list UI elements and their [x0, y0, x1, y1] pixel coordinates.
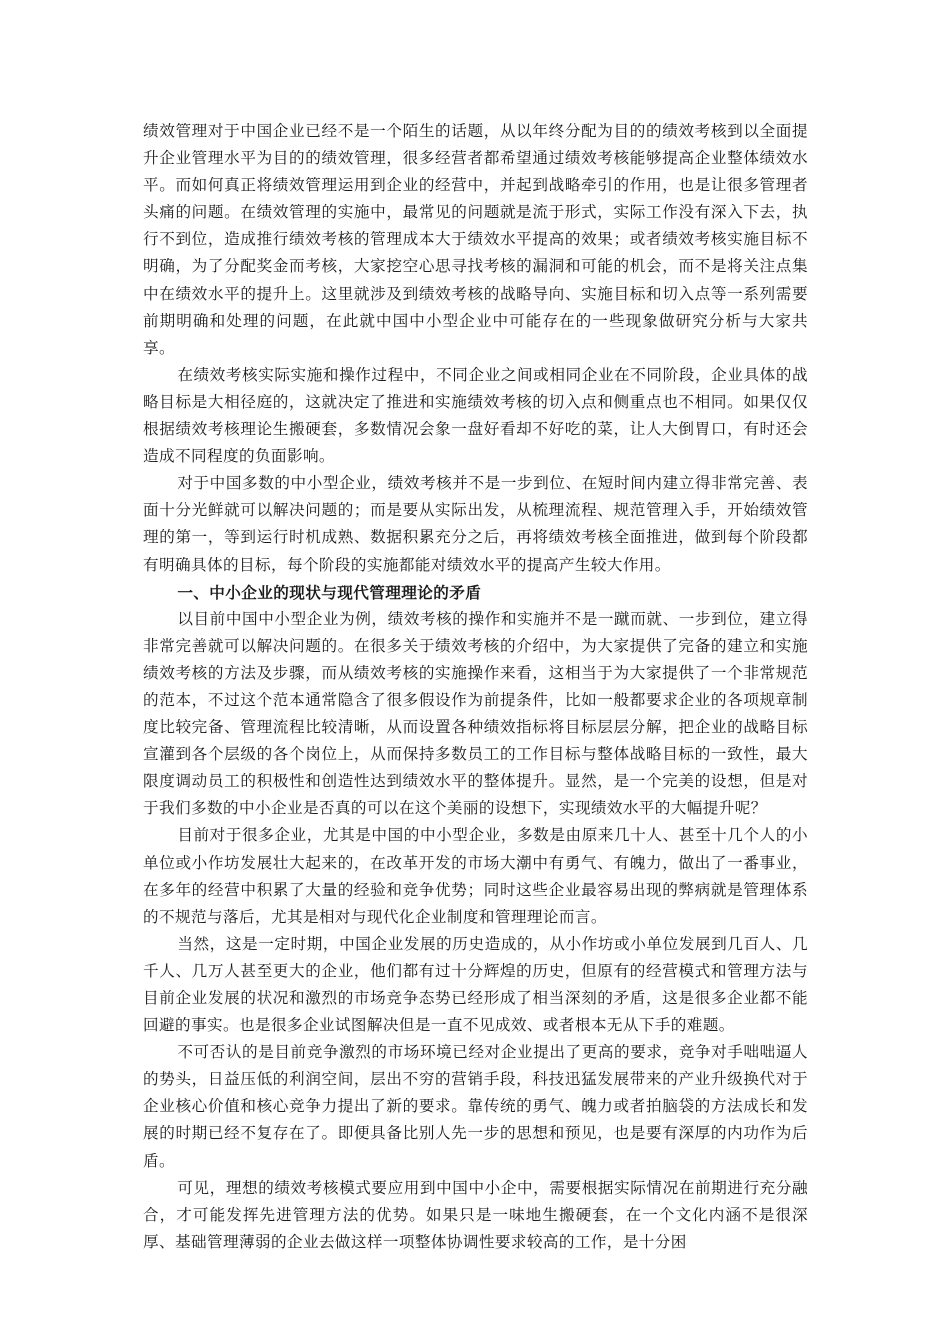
body-paragraph: 当然，这是一定时期，中国企业发展的历史造成的，从小作坊或小单位发展到几百人、几千人、几万人甚至更大的企业，他们都有过十分辉煌的历史，但原有的经营模式和管理方法与目前企业发展的状况和激烈的市场竞争态势已经形成了相当深刻的矛盾，这是很多企业都不能回避的事实。也是很多企业试图解决但是一直不见成效、或者根本无从下手的难题。 — [143, 934, 808, 1035]
body-paragraph: 在绩效考核实际实施和操作过程中，不同企业之间或相同企业在不同阶段，企业具体的战略目标是大相径庭的，这就决定了推进和实施绩效考核的切入点和侧重点也不相同。如果仅仅根据绩效考核理论生搬硬套，多数情况会象一盘好看却不好吃的菜，让人大倒胃口，有时还会造成不同程度的负面影响。 — [143, 365, 808, 466]
intro-paragraph: 绩效管理对于中国企业已经不是一个陌生的话题，从以年终分配为目的的绩效考核到以全面提升企业管理水平为目的的绩效管理，很多经营者都希望通过绩效考核能够提高企业整体绩效水平。而如何真正将绩效管理运用到企业的经营中，并起到战略牵引的作用，也是让很多管理者头痛的问题。在绩效管理的实施中，最常见的问题就是流于形式，实际工作没有深入下去，执行不到位，造成推行绩效考核的管理成本大于绩效水平提高的效果；或者绩效考核实施目标不明确，为了分配奖金而考核，大家挖空心思寻找考核的漏洞和可能的机会，而不是将关注点集中在绩效水平的提升上。这里就涉及到绩效考核的战略导向、实施目标和切入点等一系列需要前期明确和处理的问题，在此就中国中小型企业中可能存在的一些现象做研究分析与大家共享。 — [143, 122, 808, 357]
body-paragraph: 以目前中国中小型企业为例，绩效考核的操作和实施并不是一蹴而就、一步到位，建立得非常完善就可以解决问题的。在很多关于绩效考核的介绍中，为大家提供了完备的建立和实施绩效考核的方法及步骤，而从绩效考核的实施操作来看，这相当于为大家提供了一个非常规范的范本，不过这个范本通常隐含了很多假设作为前提条件，比如一般都要求企业的各项规章制度比较完备、管理流程比较清晰，从而设置各种绩效指标将目标层层分解，把企业的战略目标宣灌到各个层级的各个岗位上，从而保持多数员工的工作目标与整体战略目标的一致性，最大限度调动员工的积极性和创造性达到绩效水平的整体提升。显然，是一个完美的设想，但是对于我们多数的中小企业是否真的可以在这个美丽的设想下，实现绩效水平的大幅提升呢？ — [143, 609, 808, 818]
body-paragraph: 可见，理想的绩效考核模式要应用到中国中小企中，需要根据实际情况在前期进行充分融合，才可能发挥先进管理方法的优势。如果只是一味地生搬硬套，在一个文化内涵不是很深厚、基础管理薄弱的企业去做这样一项整体协调性要求较高的工作，是十分困 — [143, 1178, 808, 1251]
document-body — [143, 118, 808, 1256]
body-paragraph: 目前对于很多企业，尤其是中国的中小型企业，多数是由原来几十人、甚至十几个人的小单位或小作坊发展壮大起来的，在改革开发的市场大潮中有勇气、有魄力，做出了一番事业，在多年的经营中积累了大量的经验和竞争优势；同时这些企业最容易出现的弊病就是管理体系的不规范与落后，尤其是相对与现代化企业制度和管理理论而言。 — [143, 826, 808, 926]
body-paragraph: 对于中国多数的中小型企业，绩效考核并不是一步到位、在短时间内建立得非常完善、表面十分光鲜就可以解决问题的；而是要从实际出发，从梳理流程、规范管理入手，开始绩效管理的第一，等到运行时机成熟、数据积累充分之后，再将绩效考核全面推进，做到每个阶段都有明确具体的目标，每个阶段的实施都能对绩效水平的提高产生较大作用。 — [143, 474, 808, 574]
section-heading: 一、中小企业的现状与现代管理理论的矛盾 — [177, 582, 482, 602]
body-paragraph: 不可否认的是目前竞争激烈的市场环境已经对企业提出了更高的要求，竞争对手咄咄逼人的势头，日益压低的利润空间，层出不穷的营销手段，科技迅猛发展带来的产业升级换代对于企业核心价值和核心竞争力提出了新的要求。靠传统的勇气、魄力或者拍脑袋的方法成长和发展的时期已经不复存在了。即便具备比别人先一步的思想和预见，也是要有深厚的内功作为后盾。 — [143, 1043, 808, 1170]
